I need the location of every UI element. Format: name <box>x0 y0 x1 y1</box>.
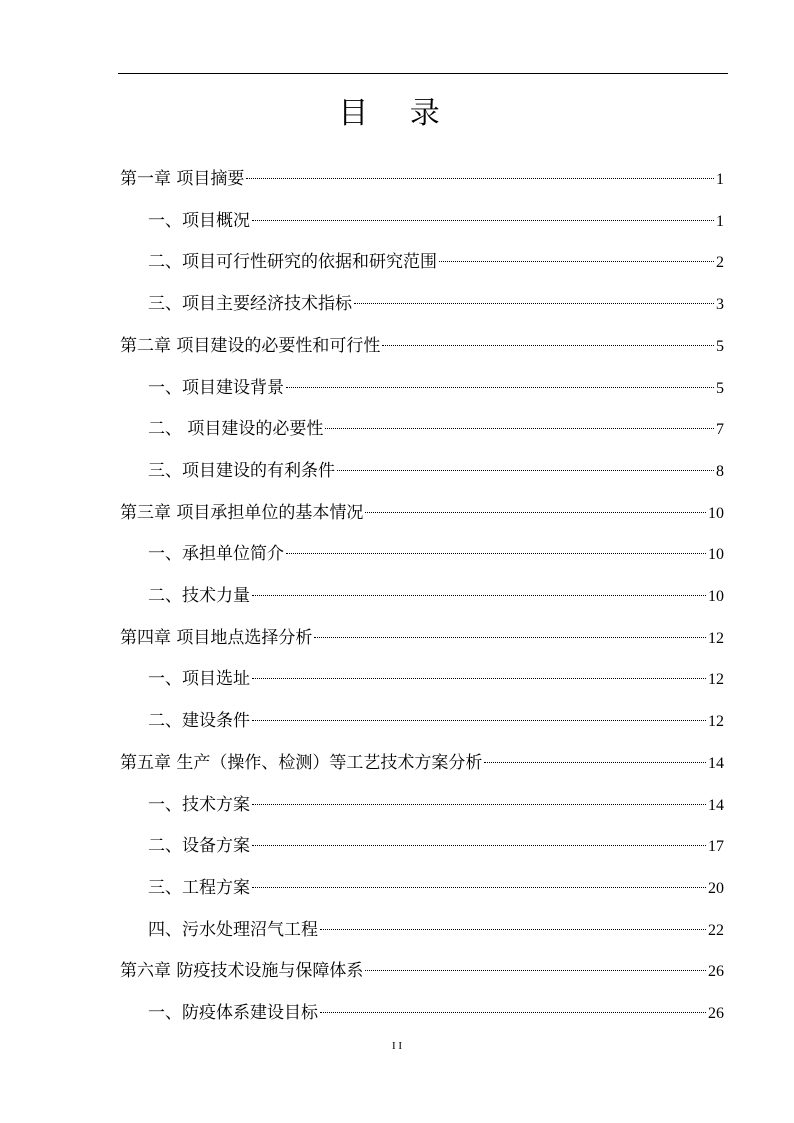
toc-section-entry[interactable] <box>148 793 724 817</box>
toc-entry-page-number: 10 <box>708 504 724 522</box>
toc-section-entry[interactable] <box>148 584 724 608</box>
dot-leader <box>382 345 714 346</box>
toc-entry-page-number: 12 <box>708 713 724 731</box>
dot-leader <box>252 720 706 721</box>
toc-entry-label: 第二章 项目建设的必要性和可行性 <box>120 335 381 356</box>
toc-entry-label: 一、防疫体系建设目标 <box>148 1003 318 1023</box>
toc-entry-label: 二、设备方案 <box>148 836 250 857</box>
toc-entry-page-number: 5 <box>716 379 724 397</box>
dot-leader <box>252 887 706 888</box>
toc-section-entry[interactable] <box>148 918 724 942</box>
toc-entry-page-number: 20 <box>708 879 724 897</box>
toc-entry-page-number: 22 <box>708 921 724 939</box>
dot-leader <box>252 845 706 846</box>
toc-entry-page-number: 8 <box>716 462 724 480</box>
toc-entry-label: 第六章 防疫技术设施与保障体系 <box>120 961 364 982</box>
toc-entry-label: 三、工程方案 <box>148 877 250 898</box>
toc-entry-page-number: 14 <box>708 796 724 814</box>
toc-chapter-entry[interactable] <box>120 626 724 650</box>
page-title: 目 录 <box>338 96 456 131</box>
toc-entry-page-number: 5 <box>716 337 724 355</box>
toc-entry-page-number: 3 <box>716 296 724 314</box>
toc-entry-page-number: 1 <box>716 212 724 230</box>
toc-entry-label: 一、技术方案 <box>148 794 250 815</box>
toc-entry-label: 二、技术力量 <box>148 586 250 606</box>
dot-leader <box>314 637 706 638</box>
dot-leader <box>252 595 706 596</box>
dot-leader <box>337 470 714 471</box>
dot-leader <box>286 553 706 554</box>
dot-leader <box>365 970 706 971</box>
toc-entry-page-number: 7 <box>716 421 724 439</box>
toc-section-entry[interactable] <box>148 459 724 483</box>
toc-entry-label: 一、项目选址 <box>148 669 250 690</box>
toc-entry-page-number: 17 <box>708 838 724 856</box>
toc-entry-label: 三、项目主要经济技术指标 <box>148 294 352 315</box>
toc-section-entry[interactable] <box>148 209 724 233</box>
dot-leader <box>320 1012 706 1013</box>
toc-entry-label: 一、项目建设背景 <box>148 377 284 398</box>
toc-entry-page-number: 12 <box>708 629 724 647</box>
toc-section-entry[interactable] <box>148 250 724 274</box>
dot-leader <box>320 929 706 930</box>
dot-leader <box>484 762 706 763</box>
toc-entry-page-number: 10 <box>708 546 724 564</box>
toc-entry-page-number: 26 <box>708 1005 724 1022</box>
toc-entry-label: 二、 项目建设的必要性 <box>148 419 324 440</box>
toc-chapter-entry[interactable] <box>120 167 724 191</box>
toc-section-entry[interactable] <box>148 376 724 400</box>
toc-section-entry[interactable] <box>148 834 724 858</box>
toc-entry-label: 三、项目建设的有利条件 <box>148 460 335 481</box>
toc-entry-page-number: 2 <box>716 254 724 272</box>
toc-section-entry[interactable] <box>148 709 724 733</box>
toc-entry-label: 四、污水处理沼气工程 <box>148 919 318 940</box>
toc-entry-label: 第三章 项目承担单位的基本情况 <box>120 502 364 523</box>
dot-leader <box>286 387 714 388</box>
toc-section-entry[interactable] <box>148 876 724 900</box>
toc-entry-page-number: 26 <box>708 963 724 981</box>
toc-section-entry[interactable] <box>148 417 724 441</box>
toc-chapter-entry[interactable] <box>120 501 724 525</box>
toc-section-entry[interactable] <box>148 292 724 316</box>
toc-entry-label: 第一章 项目摘要 <box>120 169 245 189</box>
toc-entry-label: 二、项目可行性研究的依据和研究范围 <box>148 252 437 273</box>
toc-section-entry[interactable] <box>148 667 724 691</box>
toc-entry-page-number: 12 <box>708 671 724 689</box>
toc-section-entry[interactable] <box>148 542 724 566</box>
toc-entry-page-number: 10 <box>708 588 724 605</box>
dot-leader <box>354 303 714 304</box>
toc-entry-label: 第五章 生产（操作、检测）等工艺技术方案分析 <box>120 752 483 773</box>
page-number-footer: I I <box>391 1040 403 1052</box>
toc-entry-page-number: 14 <box>708 754 724 772</box>
toc-entry-page-number: 1 <box>716 171 724 188</box>
toc-entry-label: 一、承担单位简介 <box>148 544 284 565</box>
dot-leader <box>252 220 714 221</box>
toc-chapter-entry[interactable] <box>120 959 724 983</box>
dot-leader <box>365 512 706 513</box>
dot-leader <box>246 178 714 179</box>
toc-entry-label: 第四章 项目地点选择分析 <box>120 627 313 648</box>
dot-leader <box>439 261 714 262</box>
toc-chapter-entry[interactable] <box>120 751 724 775</box>
dot-leader <box>252 678 706 679</box>
toc-chapter-entry[interactable] <box>120 334 724 358</box>
toc-entry-label: 一、项目概况 <box>148 210 250 231</box>
toc-section-entry[interactable] <box>148 1001 724 1025</box>
dot-leader <box>252 804 706 805</box>
toc-entry-label: 二、建设条件 <box>148 711 250 732</box>
dot-leader <box>325 428 714 429</box>
